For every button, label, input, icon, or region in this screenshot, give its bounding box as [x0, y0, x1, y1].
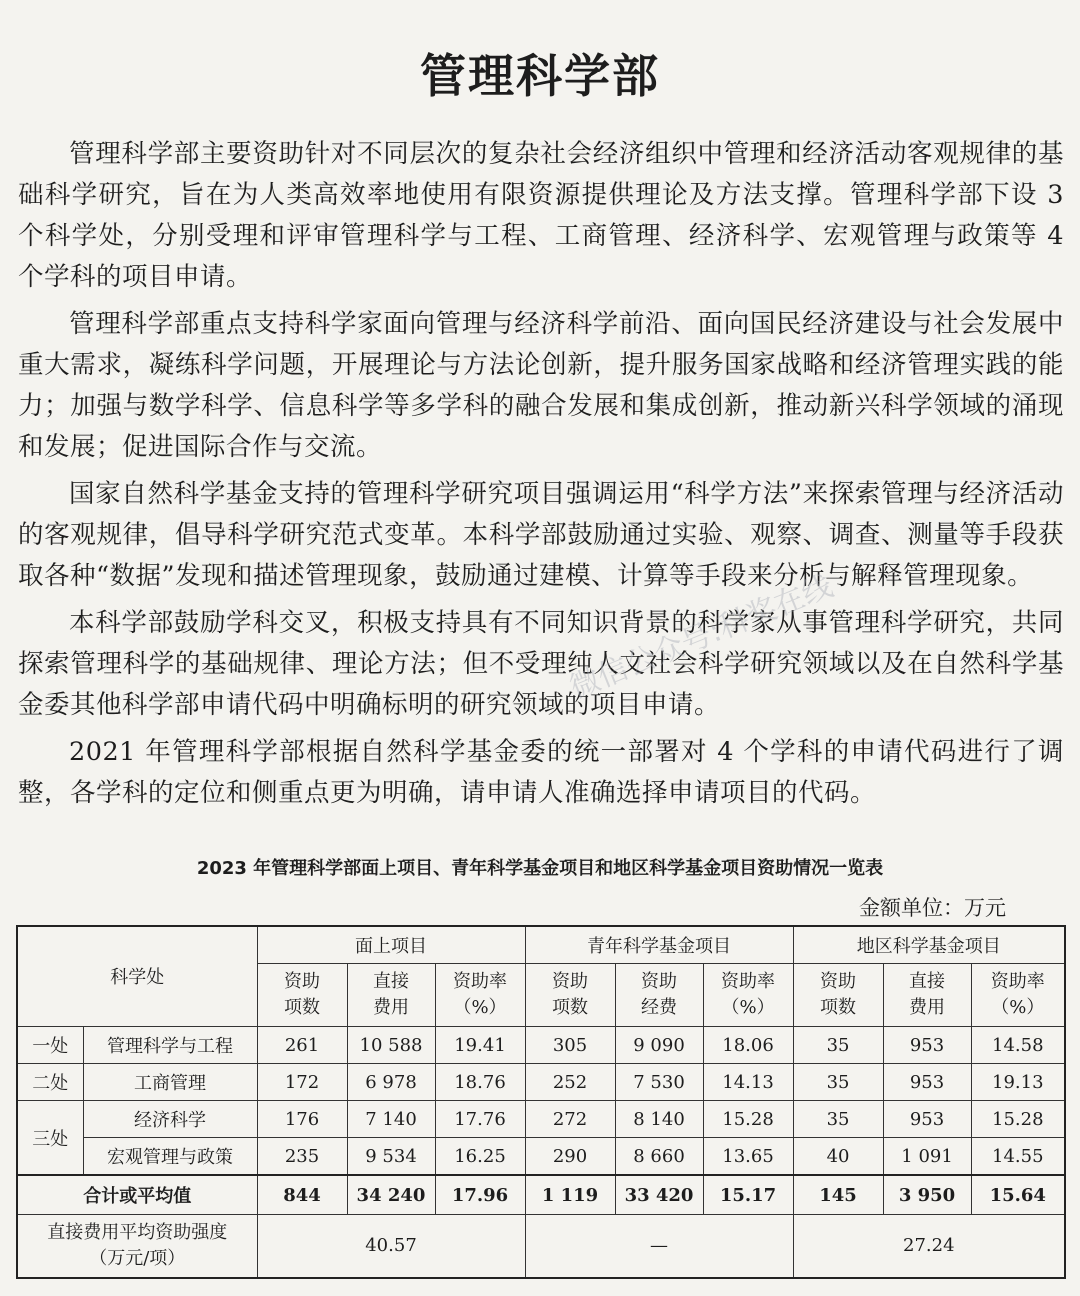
value-cell: 9 090 — [615, 1027, 703, 1064]
paragraph: 管理科学部重点支持科学家面向管理与经济科学前沿、面向国民经济建设与社会发展中重大需求，凝练科学问题，开展理论与方法论创新，提升服务国家战略和经济管理实践的能力；加强与数学科学、信息科学等多学科的融合发展和集成创新，推动新兴科学领域的涌现和发展；促进国际合作与交流。 — [18, 309, 1064, 462]
table-caption: 2023 年管理科学部面上项目、青年科学基金项目和地区科学基金项目资助情况一览表 — [196, 858, 884, 879]
value-cell: 14.58 — [971, 1027, 1065, 1064]
section-cell: 二处 — [17, 1064, 83, 1101]
value-cell: 35 — [793, 1064, 883, 1101]
total-cell: 17.96 — [435, 1175, 525, 1215]
value-cell: 7 140 — [347, 1101, 435, 1138]
total-row — [17, 1175, 1065, 1215]
total-cell: 1 119 — [525, 1175, 615, 1215]
value-cell: 14.55 — [971, 1138, 1065, 1176]
total-cell: 34 240 — [347, 1175, 435, 1215]
value-cell: 35 — [793, 1101, 883, 1138]
avg-cell: 27.24 — [793, 1215, 1065, 1279]
header-cell: 资助 项数 — [257, 964, 347, 1027]
section-cell: 三处 — [17, 1101, 83, 1176]
discipline-cell: 宏观管理与政策 — [83, 1138, 257, 1176]
total-cell: 145 — [793, 1175, 883, 1215]
header-group: 面上项目 — [257, 926, 525, 964]
value-cell: 953 — [883, 1101, 971, 1138]
header-cell: 资助率 （%） — [435, 964, 525, 1027]
value-cell: 261 — [257, 1027, 347, 1064]
value-cell: 953 — [883, 1064, 971, 1101]
value-cell: 15.28 — [971, 1101, 1065, 1138]
value-cell: 10 588 — [347, 1027, 435, 1064]
funding-table — [16, 925, 1066, 1279]
header-cell: 资助 项数 — [525, 964, 615, 1027]
value-cell: 9 534 — [347, 1138, 435, 1176]
header-cell: 资助率 （%） — [703, 964, 793, 1027]
value-cell: 8 660 — [615, 1138, 703, 1176]
value-cell: 252 — [525, 1064, 615, 1101]
total-label: 合计或平均值 — [17, 1175, 257, 1215]
header-cell: 资助率 （%） — [971, 964, 1065, 1027]
value-cell: 19.13 — [971, 1064, 1065, 1101]
value-cell: 176 — [257, 1101, 347, 1138]
total-cell: 15.17 — [703, 1175, 793, 1215]
value-cell: 15.28 — [703, 1101, 793, 1138]
value-cell: 40 — [793, 1138, 883, 1176]
value-cell: 18.06 — [703, 1027, 793, 1064]
value-cell: 1 091 — [883, 1138, 971, 1176]
value-cell: 8 140 — [615, 1101, 703, 1138]
header-group: 地区科学基金项目 — [793, 926, 1065, 964]
avg-cell: 40.57 — [257, 1215, 525, 1279]
watermark: 微信公众号:科奖在线 — [564, 568, 838, 706]
avg-row — [17, 1215, 1065, 1279]
header-corner: 科学处 — [17, 926, 257, 1027]
avg-label: 直接费用平均资助强度 （万元/项） — [17, 1215, 257, 1279]
page-title: 管理科学部 — [420, 49, 660, 103]
table-row — [17, 1027, 1065, 1064]
value-cell: 7 530 — [615, 1064, 703, 1101]
value-cell: 305 — [525, 1027, 615, 1064]
value-cell: 235 — [257, 1138, 347, 1176]
value-cell: 19.41 — [435, 1027, 525, 1064]
value-cell: 35 — [793, 1027, 883, 1064]
total-cell: 844 — [257, 1175, 347, 1215]
table-row — [17, 1064, 1065, 1101]
value-cell: 17.76 — [435, 1101, 525, 1138]
value-cell: 14.13 — [703, 1064, 793, 1101]
value-cell: 6 978 — [347, 1064, 435, 1101]
total-cell: 33 420 — [615, 1175, 703, 1215]
discipline-cell: 管理科学与工程 — [83, 1027, 257, 1064]
value-cell: 953 — [883, 1027, 971, 1064]
header-cell: 资助 项数 — [793, 964, 883, 1027]
avg-cell: — — [525, 1215, 793, 1279]
total-cell: 15.64 — [971, 1175, 1065, 1215]
value-cell: 16.25 — [435, 1138, 525, 1176]
paragraph: 国家自然科学基金支持的管理科学研究项目强调运用“科学方法”来探索管理与经济活动的客观规律，倡导科学研究范式变革。本科学部鼓励通过实验、观察、调查、测量等手段获取各种“数据”发现和描述管理现象，鼓励通过建模、计算等手段来分析与解释管理现象。 — [18, 479, 1064, 591]
table-row — [17, 1138, 1065, 1176]
discipline-cell: 工商管理 — [83, 1064, 257, 1101]
header-cell: 直接 费用 — [347, 964, 435, 1027]
header-group: 青年科学基金项目 — [525, 926, 793, 964]
value-cell: 18.76 — [435, 1064, 525, 1101]
discipline-cell: 经济科学 — [83, 1101, 257, 1138]
value-cell: 13.65 — [703, 1138, 793, 1176]
paragraph: 本科学部鼓励学科交叉，积极支持具有不同知识背景的科学家从事管理科学研究，共同探索管理科学的基础规律、理论方法；但不受理纯人文社会科学研究领域以及在自然科学基金委其他科学部申请代码中明确标明的研究领域的项目申请。 — [18, 608, 1064, 720]
section-cell: 一处 — [17, 1027, 83, 1064]
value-cell: 272 — [525, 1101, 615, 1138]
unit-note: 金额单位：万元 — [859, 896, 1006, 920]
header-cell: 资助 经费 — [615, 964, 703, 1027]
value-cell: 172 — [257, 1064, 347, 1101]
header-cell: 直接 费用 — [883, 964, 971, 1027]
total-cell: 3 950 — [883, 1175, 971, 1215]
table-row — [17, 1101, 1065, 1138]
body-text — [18, 134, 1064, 820]
paragraph: 管理科学部主要资助针对不同层次的复杂社会经济组织中管理和经济活动客观规律的基础科学研究，旨在为人类高效率地使用有限资源提供理论及方法支撑。管理科学部下设 3 个科学处，分别受理和评审管理科学与工程、工商管理、经济科学、宏观管理与政策等 4 个学科的项目申请。 — [18, 139, 1064, 292]
paragraph: 2021 年管理科学部根据自然科学基金委的统一部署对 4 个学科的申请代码进行了调整，各学科的定位和侧重点更为明确，请申请人准确选择申请项目的代码。 — [18, 737, 1064, 808]
value-cell: 290 — [525, 1138, 615, 1176]
